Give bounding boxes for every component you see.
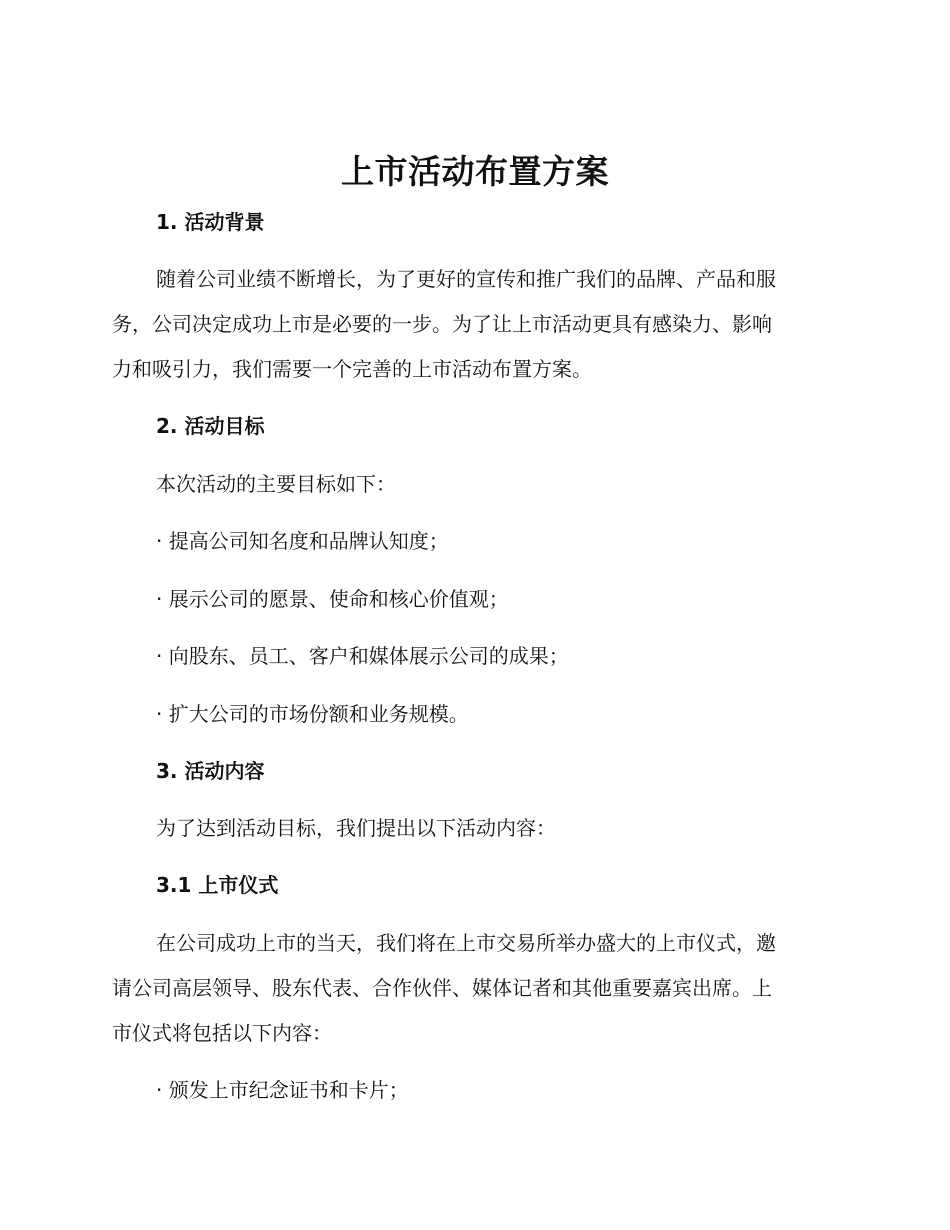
- paragraph-line: 力和吸引力，我们需要一个完善的上市活动布置方案。: [112, 357, 592, 381]
- paragraph-line: 在公司成功上市的当天，我们将在上市交易所举办盛大的上市仪式，邀: [156, 931, 776, 955]
- list-item: · 展示公司的愿景、使命和核心价值观；: [156, 587, 509, 611]
- section-heading-goals: 2. 活动目标: [156, 414, 265, 438]
- section-heading-content: 3. 活动内容: [156, 759, 265, 783]
- section-heading-background: 1. 活动背景: [156, 210, 265, 234]
- paragraph-line: 请公司高层领导、股东代表、合作伙伴、媒体记者和其他重要嘉宾出席。上: [112, 976, 772, 1000]
- list-item: · 扩大公司的市场份额和业务规模。: [156, 702, 469, 726]
- paragraph-line: 务，公司决定成功上市是必要的一步。为了让上市活动更具有感染力、影响: [112, 312, 772, 336]
- paragraph-line: 随着公司业绩不断增长，为了更好的宣传和推广我们的品牌、产品和服: [156, 267, 776, 291]
- list-item: · 颁发上市纪念证书和卡片；: [156, 1078, 409, 1102]
- paragraph-intro: 为了达到活动目标，我们提出以下活动内容：: [156, 816, 556, 840]
- list-item: · 提高公司知名度和品牌认知度；: [156, 529, 449, 553]
- subsection-heading-ceremony: 3.1 上市仪式: [156, 873, 279, 897]
- paragraph-line: 市仪式将包括以下内容：: [112, 1021, 332, 1045]
- document-title: 上市活动布置方案: [341, 152, 609, 191]
- list-item: · 向股东、员工、客户和媒体展示公司的成果；: [156, 644, 569, 668]
- paragraph-intro: 本次活动的主要目标如下：: [156, 472, 396, 496]
